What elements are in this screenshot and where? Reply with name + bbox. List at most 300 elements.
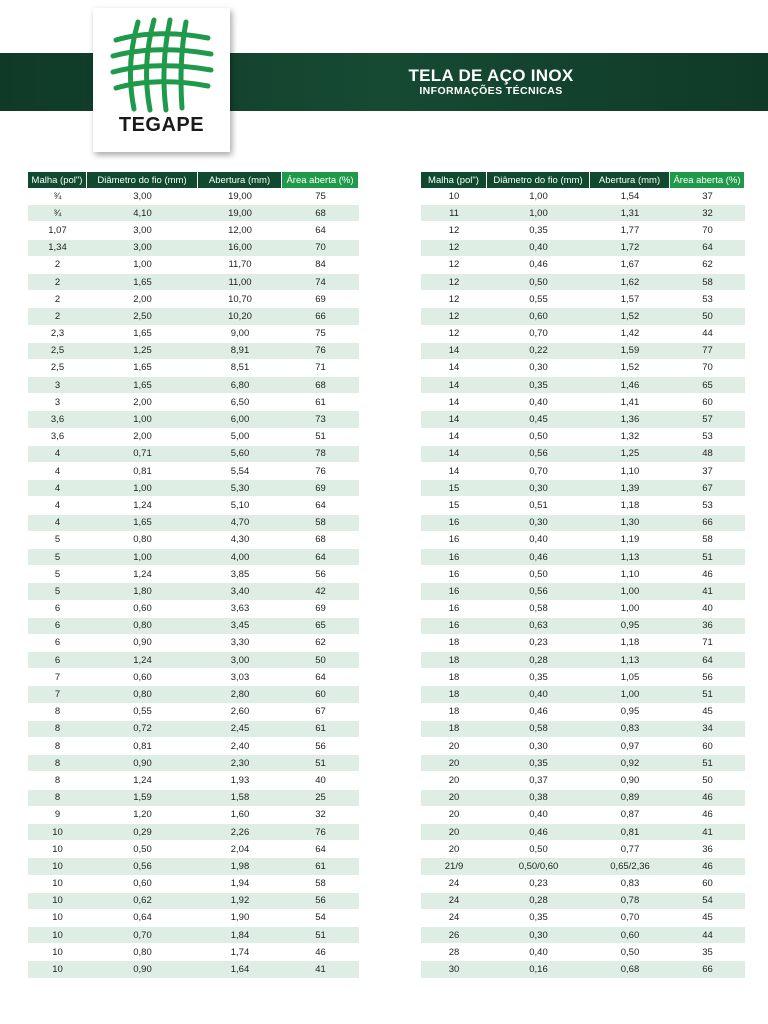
table-cell: 0,30: [487, 515, 590, 532]
table-cell: 0,46: [487, 257, 590, 274]
table-cell: 1,25: [590, 446, 670, 463]
table-cell: 70: [670, 222, 745, 239]
table-cell: 4,70: [198, 515, 282, 532]
table-row: [28, 532, 359, 549]
table-cell: 1,00: [87, 411, 198, 428]
table-row: [28, 927, 359, 944]
table-cell: 11: [421, 205, 487, 222]
table-cell: 41: [670, 824, 745, 841]
table-cell: 64: [670, 652, 745, 669]
table-cell: 0,80: [87, 686, 198, 703]
table-cell: 0,46: [487, 704, 590, 721]
table-cell: 69: [282, 601, 359, 618]
table-cell: 10: [28, 893, 87, 910]
table-cell: 0,30: [487, 738, 590, 755]
table-cell: 0,40: [487, 532, 590, 549]
table-cell: 0,30: [487, 480, 590, 497]
table-row: [421, 549, 745, 566]
table-row: [28, 772, 359, 789]
table-cell: 8: [28, 755, 87, 772]
table-cell: 5,00: [198, 429, 282, 446]
table-cell: 24: [421, 910, 487, 927]
column-header: Diâmetro do fio (mm): [87, 172, 198, 188]
table-cell: 1,24: [87, 772, 198, 789]
table-cell: 1,65: [87, 377, 198, 394]
table-cell: 0,35: [487, 222, 590, 239]
table-cell: 1,64: [198, 961, 282, 978]
table-cell: 28: [421, 944, 487, 961]
table-cell: 1,54: [590, 188, 670, 205]
table-cell: 1,00: [87, 257, 198, 274]
table-row: [421, 222, 745, 239]
table-cell: 1,20: [87, 807, 198, 824]
table-cell: 5,10: [198, 497, 282, 514]
table-cell: 0,40: [487, 686, 590, 703]
table-cell: 0,22: [487, 343, 590, 360]
table-cell: 1,59: [590, 343, 670, 360]
table-cell: 0,95: [590, 704, 670, 721]
table-cell: 32: [670, 205, 745, 222]
table-cell: 35: [670, 944, 745, 961]
table-cell: 12: [421, 257, 487, 274]
table-cell: 6: [28, 635, 87, 652]
table-cell: 18: [421, 686, 487, 703]
table-cell: 71: [282, 360, 359, 377]
table-cell: 24: [421, 893, 487, 910]
table-cell: 0,71: [87, 446, 198, 463]
table-cell: 14: [421, 446, 487, 463]
table-cell: 1,84: [198, 927, 282, 944]
table-cell: 8: [28, 704, 87, 721]
table-cell: 25: [282, 790, 359, 807]
table-cell: 0,68: [590, 961, 670, 978]
table-row: [28, 601, 359, 618]
table-cell: 60: [670, 738, 745, 755]
table-cell: 0,92: [590, 755, 670, 772]
table-cell: 2: [28, 308, 87, 325]
table-cell: 1,24: [87, 652, 198, 669]
table-cell: 12: [421, 326, 487, 343]
table-cell: 1,00: [590, 686, 670, 703]
table-cell: 16: [421, 618, 487, 635]
table-cell: 0,30: [487, 360, 590, 377]
table-cell: 0,50: [87, 841, 198, 858]
table-row: [28, 961, 359, 978]
table-cell: 12: [421, 274, 487, 291]
table-cell: 1,19: [590, 532, 670, 549]
table-row: [421, 515, 745, 532]
table-cell: 50: [282, 652, 359, 669]
table-cell: 56: [670, 669, 745, 686]
table-cell: 34: [670, 721, 745, 738]
table-cell: 1,10: [590, 463, 670, 480]
table-cell: 42: [282, 583, 359, 600]
table-cell: 0,46: [487, 549, 590, 566]
table-row: [421, 618, 745, 635]
table-cell: 1,25: [87, 343, 198, 360]
table-cell: 69: [282, 480, 359, 497]
table-cell: 1,65: [87, 515, 198, 532]
table-cell: 0,50: [590, 944, 670, 961]
table-cell: 0,16: [487, 961, 590, 978]
table-cell: 2,3: [28, 326, 87, 343]
table-cell: 6: [28, 652, 87, 669]
table-cell: 51: [282, 755, 359, 772]
table-cell: 12,00: [198, 222, 282, 239]
table-cell: 1,24: [87, 497, 198, 514]
table-cell: 62: [670, 257, 745, 274]
table-row: [421, 446, 745, 463]
table-row: [28, 205, 359, 222]
table-row: [421, 188, 745, 205]
table-row: [421, 463, 745, 480]
table-cell: 0,55: [87, 704, 198, 721]
table-cell: 0,40: [487, 807, 590, 824]
table-cell: 1,46: [590, 377, 670, 394]
table-row: [421, 772, 745, 789]
table-cell: 0,81: [590, 824, 670, 841]
table-row: [28, 515, 359, 532]
table-cell: 16,00: [198, 240, 282, 257]
table-row: [28, 583, 359, 600]
table-cell: 1,13: [590, 549, 670, 566]
page-subtitle: INFORMAÇÕES TÉCNICAS: [419, 85, 563, 97]
table-row: [28, 377, 359, 394]
table-row: [28, 394, 359, 411]
table-cell: 0,28: [487, 652, 590, 669]
table-cell: 5: [28, 549, 87, 566]
table-cell: 0,90: [87, 635, 198, 652]
table-row: [28, 222, 359, 239]
table-row: [28, 291, 359, 308]
table-cell: 10,20: [198, 308, 282, 325]
table-cell: 20: [421, 841, 487, 858]
table-row: [28, 858, 359, 875]
table-cell: 15: [421, 480, 487, 497]
table-cell: 78: [282, 446, 359, 463]
table-cell: 44: [670, 927, 745, 944]
table-cell: 4: [28, 446, 87, 463]
table-row: [421, 497, 745, 514]
table-cell: 2,00: [87, 394, 198, 411]
table-cell: 4: [28, 463, 87, 480]
table-cell: 10: [28, 841, 87, 858]
table-cell: 3,00: [87, 240, 198, 257]
table-cell: 1,77: [590, 222, 670, 239]
table-row: [28, 876, 359, 893]
table-cell: 4,00: [198, 549, 282, 566]
table-cell: 0,70: [590, 910, 670, 927]
table-cell: 73: [282, 411, 359, 428]
table-cell: 6,80: [198, 377, 282, 394]
table-cell: 0,58: [487, 721, 590, 738]
table-row: [421, 961, 745, 978]
table-cell: 0,83: [590, 876, 670, 893]
table-cell: 10: [28, 858, 87, 875]
table-cell: 8,91: [198, 343, 282, 360]
table-cell: 41: [282, 961, 359, 978]
table-cell: 0,37: [487, 772, 590, 789]
table-cell: 0,50: [487, 566, 590, 583]
table-cell: 0,28: [487, 893, 590, 910]
table-cell: 0,95: [590, 618, 670, 635]
table-cell: 14: [421, 463, 487, 480]
table-cell: 2: [28, 291, 87, 308]
table-row: [28, 824, 359, 841]
table-cell: 1,18: [590, 497, 670, 514]
table-cell: 37: [670, 188, 745, 205]
table-cell: 12: [421, 222, 487, 239]
table-cell: 60: [282, 686, 359, 703]
table-cell: ¾: [28, 188, 87, 205]
table-cell: 77: [670, 343, 745, 360]
table-row: [28, 841, 359, 858]
table-cell: 3,63: [198, 601, 282, 618]
table-cell: 2,50: [87, 308, 198, 325]
table-cell: 2,40: [198, 738, 282, 755]
table-cell: 46: [670, 566, 745, 583]
table-row: [421, 326, 745, 343]
table-cell: 4,30: [198, 532, 282, 549]
table-row: [421, 583, 745, 600]
table-row: [421, 721, 745, 738]
table-cell: 5: [28, 583, 87, 600]
table-row: [421, 755, 745, 772]
table-row: [421, 274, 745, 291]
table-cell: 40: [670, 601, 745, 618]
table-cell: 15: [421, 497, 487, 514]
table-cell: 68: [282, 377, 359, 394]
table-cell: 1,52: [590, 308, 670, 325]
table-cell: 0,83: [590, 721, 670, 738]
table-cell: 0,40: [487, 394, 590, 411]
table-cell: 0,38: [487, 790, 590, 807]
table-cell: 11,00: [198, 274, 282, 291]
table-row: [421, 910, 745, 927]
table-cell: 0,81: [87, 738, 198, 755]
table-cell: 16: [421, 515, 487, 532]
table-cell: 0,90: [87, 755, 198, 772]
table-cell: 0,72: [87, 721, 198, 738]
table-cell: 10: [28, 927, 87, 944]
table-cell: 50: [670, 772, 745, 789]
table-cell: 4,10: [87, 205, 198, 222]
table-cell: 0,65/2,36: [590, 858, 670, 875]
table-cell: 10: [421, 188, 487, 205]
table-cell: 45: [670, 910, 745, 927]
table-cell: 53: [670, 429, 745, 446]
table-cell: 2,00: [87, 429, 198, 446]
table-cell: 6,50: [198, 394, 282, 411]
table-row: [421, 566, 745, 583]
table-cell: 1,62: [590, 274, 670, 291]
table-cell: 2: [28, 257, 87, 274]
table-cell: 0,40: [487, 944, 590, 961]
table-cell: 2,60: [198, 704, 282, 721]
table-cell: 6: [28, 618, 87, 635]
table-row: [421, 704, 745, 721]
table-row: [421, 240, 745, 257]
table-cell: 19,00: [198, 188, 282, 205]
table-row: [421, 532, 745, 549]
table-cell: 2,04: [198, 841, 282, 858]
table-cell: 61: [282, 721, 359, 738]
table-cell: 3,00: [198, 652, 282, 669]
table-cell: 8: [28, 721, 87, 738]
table-cell: 0,60: [87, 669, 198, 686]
table-cell: 64: [282, 549, 359, 566]
table-row: [421, 841, 745, 858]
table-cell: 66: [670, 961, 745, 978]
table-cell: 2,00: [87, 291, 198, 308]
table-cell: 54: [282, 910, 359, 927]
table-row: [28, 497, 359, 514]
table-cell: 51: [282, 927, 359, 944]
table-cell: 0,56: [487, 446, 590, 463]
table-row: [28, 944, 359, 961]
table-cell: 36: [670, 841, 745, 858]
table-row: [28, 326, 359, 343]
table-cell: 70: [282, 240, 359, 257]
table-cell: 20: [421, 824, 487, 841]
table-row: [421, 257, 745, 274]
table-cell: 21/9: [421, 858, 487, 875]
table-cell: 0,50: [487, 429, 590, 446]
table-cell: 0,90: [590, 772, 670, 789]
table-row: [28, 274, 359, 291]
table-row: [28, 669, 359, 686]
table-row: [28, 686, 359, 703]
table-cell: 1,65: [87, 274, 198, 291]
table-cell: 1,05: [590, 669, 670, 686]
table-cell: 1,10: [590, 566, 670, 583]
table-row: [421, 858, 745, 875]
table-cell: 16: [421, 532, 487, 549]
table-cell: 62: [282, 635, 359, 652]
table-cell: 0,23: [487, 635, 590, 652]
column-header: Área aberta (%): [670, 172, 745, 188]
table-cell: 16: [421, 583, 487, 600]
table-cell: 1,41: [590, 394, 670, 411]
table-cell: 70: [670, 360, 745, 377]
table-cell: 0,35: [487, 910, 590, 927]
table-cell: 2,45: [198, 721, 282, 738]
table-cell: 0,87: [590, 807, 670, 824]
table-cell: 1,30: [590, 515, 670, 532]
table-cell: 53: [670, 497, 745, 514]
table-cell: 20: [421, 807, 487, 824]
table-row: [28, 790, 359, 807]
table-row: [28, 635, 359, 652]
table-cell: 0,70: [487, 326, 590, 343]
table-header-row: [421, 172, 745, 188]
table-cell: 48: [670, 446, 745, 463]
logo: [93, 8, 230, 152]
table-cell: 1,90: [198, 910, 282, 927]
table-cell: 2: [28, 274, 87, 291]
table-cell: 1,18: [590, 635, 670, 652]
table-cell: 57: [670, 411, 745, 428]
table-cell: 0,62: [87, 893, 198, 910]
table-row: [28, 566, 359, 583]
table-cell: 0,46: [487, 824, 590, 841]
table-cell: 51: [282, 429, 359, 446]
table-cell: 40: [282, 772, 359, 789]
table-cell: 14: [421, 343, 487, 360]
table-cell: 9,00: [198, 326, 282, 343]
table-cell: 66: [282, 308, 359, 325]
table-cell: 12: [421, 291, 487, 308]
table-cell: 0,78: [590, 893, 670, 910]
table-cell: 2,30: [198, 755, 282, 772]
table-cell: 5: [28, 566, 87, 583]
table-cell: 0,81: [87, 463, 198, 480]
table-cell: 60: [670, 394, 745, 411]
table-cell: 8: [28, 772, 87, 789]
table-cell: 0,50/0,60: [487, 858, 590, 875]
table-cell: 4: [28, 480, 87, 497]
table-cell: 75: [282, 188, 359, 205]
table-cell: 0,60: [87, 601, 198, 618]
table-cell: 1,00: [487, 188, 590, 205]
table-cell: 68: [282, 532, 359, 549]
table-cell: 64: [282, 497, 359, 514]
table-cell: 36: [670, 618, 745, 635]
table-cell: 67: [282, 704, 359, 721]
table-cell: 8: [28, 790, 87, 807]
table-row: [28, 429, 359, 446]
table-row: [421, 876, 745, 893]
table-row: [421, 360, 745, 377]
column-header: Área aberta (%): [282, 172, 359, 188]
table-cell: 1,94: [198, 876, 282, 893]
table-row: [28, 618, 359, 635]
table-cell: 6,00: [198, 411, 282, 428]
table-cell: 1,58: [198, 790, 282, 807]
table-cell: 3,03: [198, 669, 282, 686]
table-cell: 0,89: [590, 790, 670, 807]
table-cell: 2,5: [28, 360, 87, 377]
table-row: [28, 463, 359, 480]
table-row: [28, 188, 359, 205]
table-cell: 20: [421, 755, 487, 772]
table-cell: 53: [670, 291, 745, 308]
table-cell: 3: [28, 394, 87, 411]
table-cell: 14: [421, 377, 487, 394]
table-cell: 0,50: [487, 841, 590, 858]
table-cell: 1,36: [590, 411, 670, 428]
table-cell: 0,77: [590, 841, 670, 858]
table-cell: 16: [421, 601, 487, 618]
table-cell: 16: [421, 566, 487, 583]
table-cell: 3,00: [87, 222, 198, 239]
table-row: [421, 343, 745, 360]
table-cell: 3,6: [28, 411, 87, 428]
table-cell: 74: [282, 274, 359, 291]
table-cell: 76: [282, 463, 359, 480]
table-cell: 30: [421, 961, 487, 978]
table-cell: 18: [421, 635, 487, 652]
table-cell: 69: [282, 291, 359, 308]
table-cell: 1,74: [198, 944, 282, 961]
table-cell: 46: [670, 790, 745, 807]
table-cell: 51: [670, 755, 745, 772]
table-cell: 1,00: [87, 480, 198, 497]
table-cell: 0,60: [487, 308, 590, 325]
table-cell: 0,50: [487, 274, 590, 291]
table-cell: 0,60: [87, 876, 198, 893]
column-header: Malha (pol"): [421, 172, 487, 188]
